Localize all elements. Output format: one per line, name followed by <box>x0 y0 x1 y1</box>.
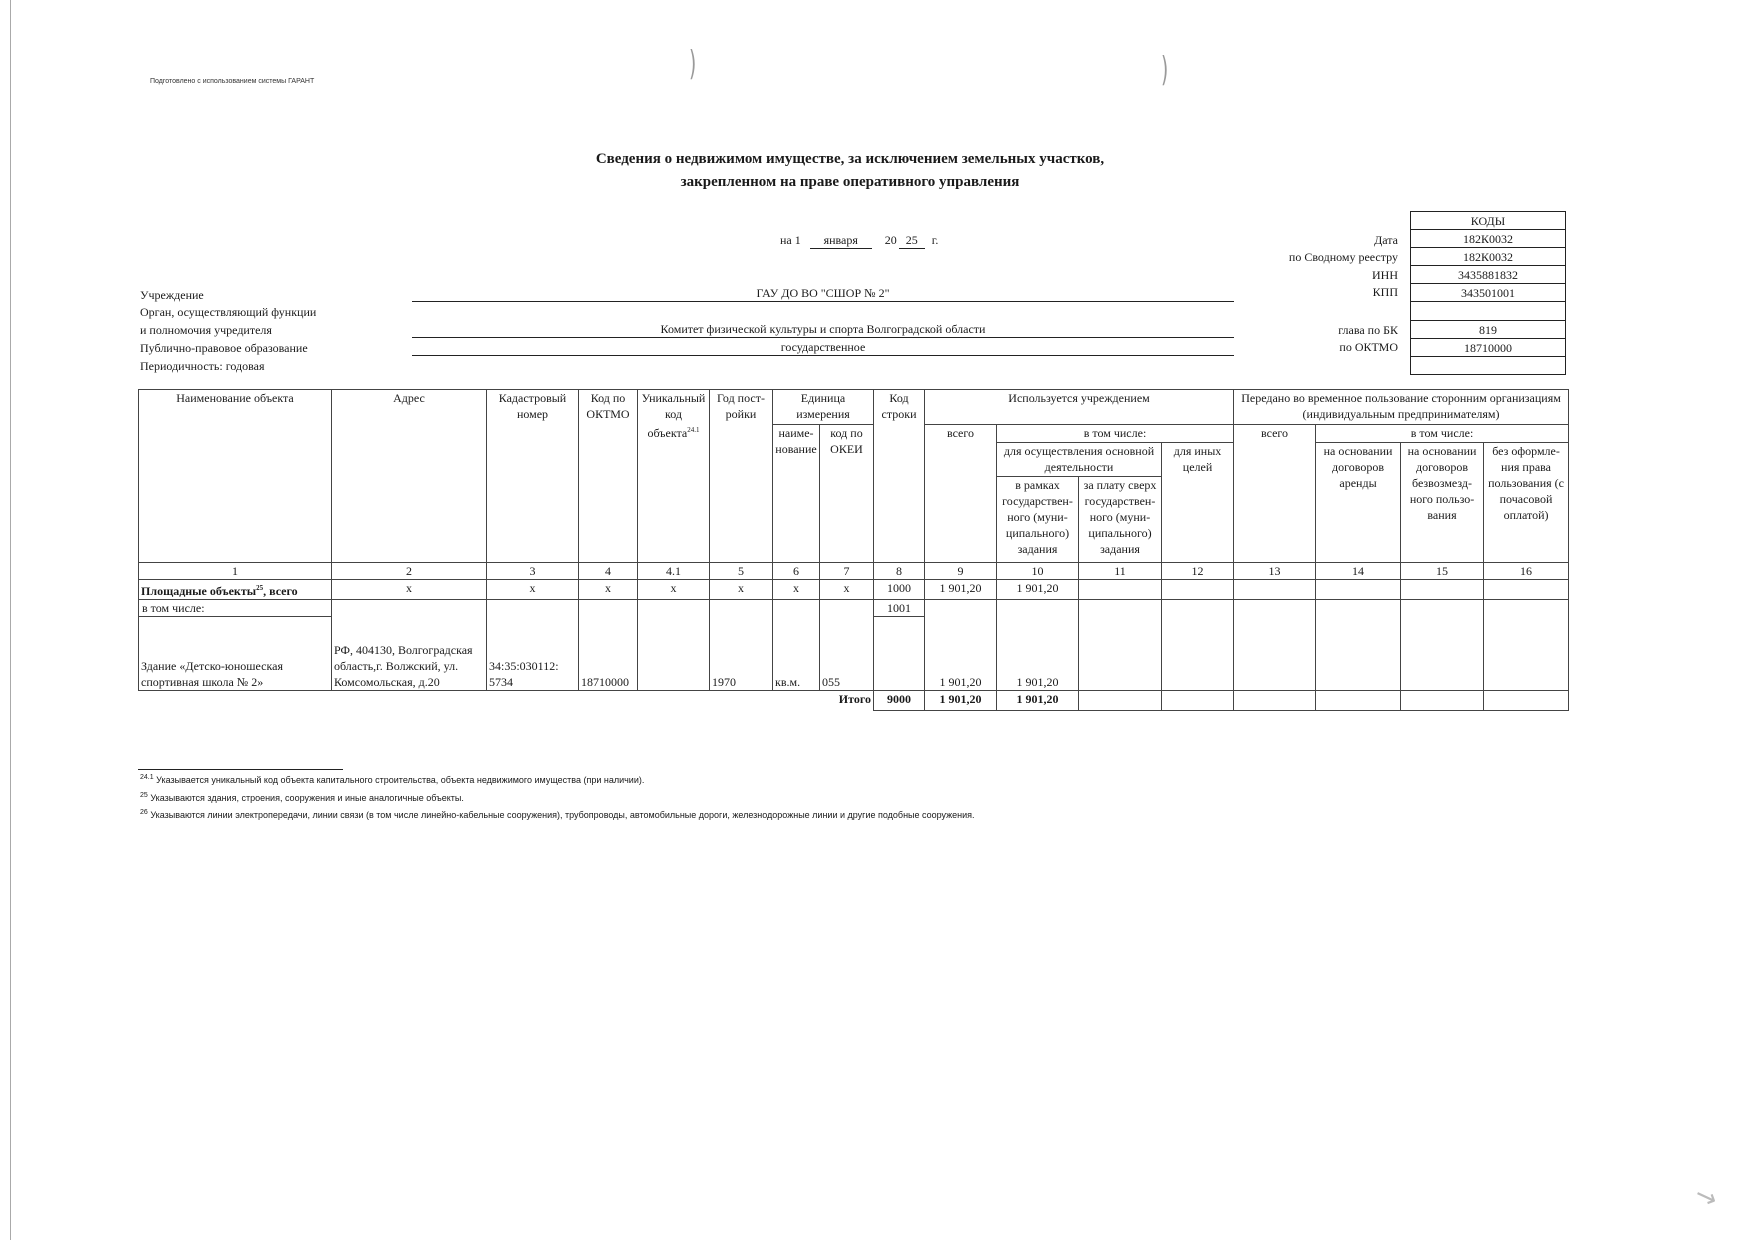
col-num: 3 <box>487 563 579 580</box>
code-empty <box>1411 302 1566 321</box>
col-num: 4 <box>579 563 638 580</box>
code-kpp: 343501001 <box>1411 284 1566 302</box>
object-used-total: 1 901,20 <box>925 600 997 691</box>
x-mark: x <box>773 580 820 600</box>
col-num: 16 <box>1484 563 1569 580</box>
empty-cell <box>1162 600 1234 691</box>
header-main-activity: для осуществления основной деятельности <box>997 443 1162 477</box>
empty-cell <box>1484 600 1569 691</box>
footnote-ref: 24.1 <box>687 426 700 434</box>
col-num: 2 <box>332 563 487 580</box>
date-year: 25 <box>899 233 925 249</box>
date-month: января <box>810 233 872 249</box>
col-num: 15 <box>1401 563 1484 580</box>
founder-label-1: Орган, осуществляющий функции <box>140 305 317 319</box>
code-label-kpp: КПП <box>1372 285 1398 299</box>
header-unit-name: наиме- нование <box>773 425 820 563</box>
institution-value: ГАУ ДО ВО "СШОР № 2" <box>756 286 890 300</box>
institution-underline <box>412 301 1234 302</box>
empty-cell <box>1484 691 1569 711</box>
header-used: Используется учреждением <box>925 390 1234 425</box>
empty-cell <box>1234 691 1316 711</box>
footnote-ref: 25 <box>256 584 264 592</box>
used-state-task: 1 901,20 <box>997 580 1079 600</box>
header-transferred-incl: в том числе: <box>1316 425 1569 443</box>
punch-hole-mark: ) <box>1160 50 1169 90</box>
code-inn: 3435881832 <box>1411 266 1566 284</box>
code-label-inn: ИНН <box>1372 268 1398 282</box>
col-num: 7 <box>820 563 874 580</box>
col-num: 5 <box>710 563 773 580</box>
object-year: 1970 <box>710 600 773 691</box>
founder-value: Комитет физической культуры и спорта Волгоградской области <box>660 322 986 336</box>
founder-underline <box>412 337 1234 338</box>
date-prefix: на 1 <box>780 233 801 247</box>
object-unit: кв.м. <box>773 600 820 691</box>
x-mark: x <box>710 580 773 600</box>
header-cadastral: Кадастровый номер <box>487 390 579 563</box>
object-used-state-task: 1 901,20 <box>997 600 1079 691</box>
header-address: Адрес <box>332 390 487 563</box>
header-other-purposes: для иных целей <box>1162 443 1234 563</box>
header-state-task: в рамках государствен- ного (муни- ципального) задания <box>997 477 1079 563</box>
empty-cell <box>1162 691 1234 711</box>
document-title-line1: Сведения о недвижимом имуществе, за исключением земельных участков, <box>595 151 1105 167</box>
report-date <box>780 233 938 249</box>
empty-cell <box>1079 691 1162 711</box>
footnote-text: Указываются здания, строения, сооружения и иные аналогичные объекты. <box>150 793 464 803</box>
footnote-text: Указываются линии электропередачи, линии связи (в том числе линейно-кабельные сооружения), трубопроводы, автомобильные дороги, железнодорожные линии и другие подобные сооружения. <box>150 810 975 820</box>
code-label-bk: глава по БК <box>1338 323 1398 337</box>
code-label-oktmo: по ОКТМО <box>1339 340 1398 354</box>
pub-entity-label: Публично-правовое образование <box>140 341 308 355</box>
empty-cell <box>1401 691 1484 711</box>
col-num: 6 <box>773 563 820 580</box>
footnote-1 <box>140 774 644 785</box>
row-area-objects-label <box>139 580 332 600</box>
object-name: Здание «Детско-юношеская спортивная школа № 2» <box>139 617 332 691</box>
col-num: 4.1 <box>638 563 710 580</box>
header-lease: на основании договоров аренды <box>1316 443 1401 563</box>
empty-cell <box>1234 580 1316 600</box>
row-code: 1000 <box>874 580 925 600</box>
footnote-3 <box>140 809 975 820</box>
garant-note: Подготовлено с использованием системы ГАРАНТ <box>150 78 315 85</box>
property-table <box>138 389 1569 711</box>
empty-cell <box>638 600 710 691</box>
x-mark: x <box>820 580 874 600</box>
empty-cell <box>1316 600 1401 691</box>
founder-label-2: и полномочия учредителя <box>140 323 272 337</box>
total-used: 1 901,20 <box>925 691 997 711</box>
code-bk: 819 <box>1411 321 1566 339</box>
col-num: 14 <box>1316 563 1401 580</box>
x-mark: x <box>638 580 710 600</box>
col-num: 10 <box>997 563 1079 580</box>
header-unique-code-text: Уникальный код объекта <box>641 391 706 440</box>
empty-cell <box>1316 580 1401 600</box>
punch-hole-mark: ) <box>688 44 697 84</box>
header-row-code: Код строки <box>874 390 925 563</box>
header-oktmo: Код по ОКТМО <box>579 390 638 563</box>
footnote-text: Указывается уникальный код объекта капитального строительства, объекта недвижимого имущества (при наличии). <box>156 775 645 785</box>
col-num: 11 <box>1079 563 1162 580</box>
x-mark: x <box>332 580 487 600</box>
col-num: 1 <box>139 563 332 580</box>
empty-cell <box>1079 600 1162 691</box>
total-state-task: 1 901,20 <box>997 691 1079 711</box>
pub-entity-value: государственное <box>780 340 866 354</box>
empty-cell <box>1234 600 1316 691</box>
footnote-mark: 26 <box>140 809 148 816</box>
empty-cell <box>1316 691 1401 711</box>
header-unit: Единица измерения <box>773 390 874 425</box>
codes-table <box>1410 211 1566 375</box>
empty-cell <box>1401 580 1484 600</box>
total-code: 9000 <box>874 691 925 711</box>
header-no-form: без оформле- ния права пользования (с почасовой оплатой) <box>1484 443 1569 563</box>
col-num: 13 <box>1234 563 1316 580</box>
footnote-mark: 25 <box>140 792 148 799</box>
empty-cell <box>1162 580 1234 600</box>
header-unique-code <box>638 390 710 563</box>
footnote-mark: 24.1 <box>140 774 154 781</box>
empty-cell <box>1484 580 1569 600</box>
code-oktmo: 18710000 <box>1411 339 1566 357</box>
code-empty-last <box>1411 357 1566 375</box>
x-mark: x <box>487 580 579 600</box>
total-label: Итого <box>139 691 874 711</box>
object-cadastral: 34:35:030112: 5734 <box>487 600 579 691</box>
row-incl-label <box>139 600 332 617</box>
code-label-date: Дата <box>1374 233 1398 247</box>
header-used-total: всего <box>925 425 997 563</box>
object-oktmo: 18710000 <box>579 600 638 691</box>
header-transferred-total: всего <box>1234 425 1316 563</box>
header-paid-over-task: за плату сверх государствен- ного (муни- ципального) задания <box>1079 477 1162 563</box>
date-century: 20 <box>884 233 897 247</box>
document-title-line2: закрепленном на праве оперативного управления <box>680 174 1020 190</box>
date-suffix: г. <box>931 233 939 247</box>
row-area-objects-suffix: , всего <box>263 584 298 598</box>
object-address: РФ, 404130, Волгоградская область,г. Волжский, ул. Комсомольская, д.20 <box>332 600 487 691</box>
code-registry: 182К0032 <box>1411 248 1566 266</box>
empty-cell <box>874 617 925 691</box>
code-date: 182К0032 <box>1411 230 1566 248</box>
institution-label: Учреждение <box>140 288 204 302</box>
row-area-objects-text: Площадные объекты <box>141 584 257 598</box>
pencil-mark: ↘ <box>1690 1179 1722 1215</box>
pub-entity-underline <box>412 355 1234 356</box>
col-num: 9 <box>925 563 997 580</box>
footnote-2 <box>140 792 464 803</box>
used-total: 1 901,20 <box>925 580 997 600</box>
object-okei: 055 <box>820 600 874 691</box>
row-incl-text: в том числе: <box>142 601 205 615</box>
header-name: Наименование объекта <box>139 390 332 563</box>
empty-cell <box>1401 600 1484 691</box>
codes-header: КОДЫ <box>1411 212 1566 230</box>
code-label-registry: по Сводному реестру <box>1288 250 1398 264</box>
x-mark: x <box>579 580 638 600</box>
row-code: 1001 <box>874 600 925 617</box>
header-used-incl: в том числе: <box>997 425 1234 443</box>
header-free-use: на основании договоров безвозмезд- ного пользо- вания <box>1401 443 1484 563</box>
col-num: 8 <box>874 563 925 580</box>
col-num: 12 <box>1162 563 1234 580</box>
footnote-separator <box>138 769 343 770</box>
periodicity-label: Периодичность: годовая <box>140 359 265 373</box>
header-unit-okei: код по ОКЕИ <box>820 425 874 563</box>
header-year: Год пост- ройки <box>710 390 773 563</box>
header-transferred: Передано во временное пользование сторонним организациям (индивидуальным предпринимателям) <box>1234 390 1569 425</box>
empty-cell <box>1079 580 1162 600</box>
